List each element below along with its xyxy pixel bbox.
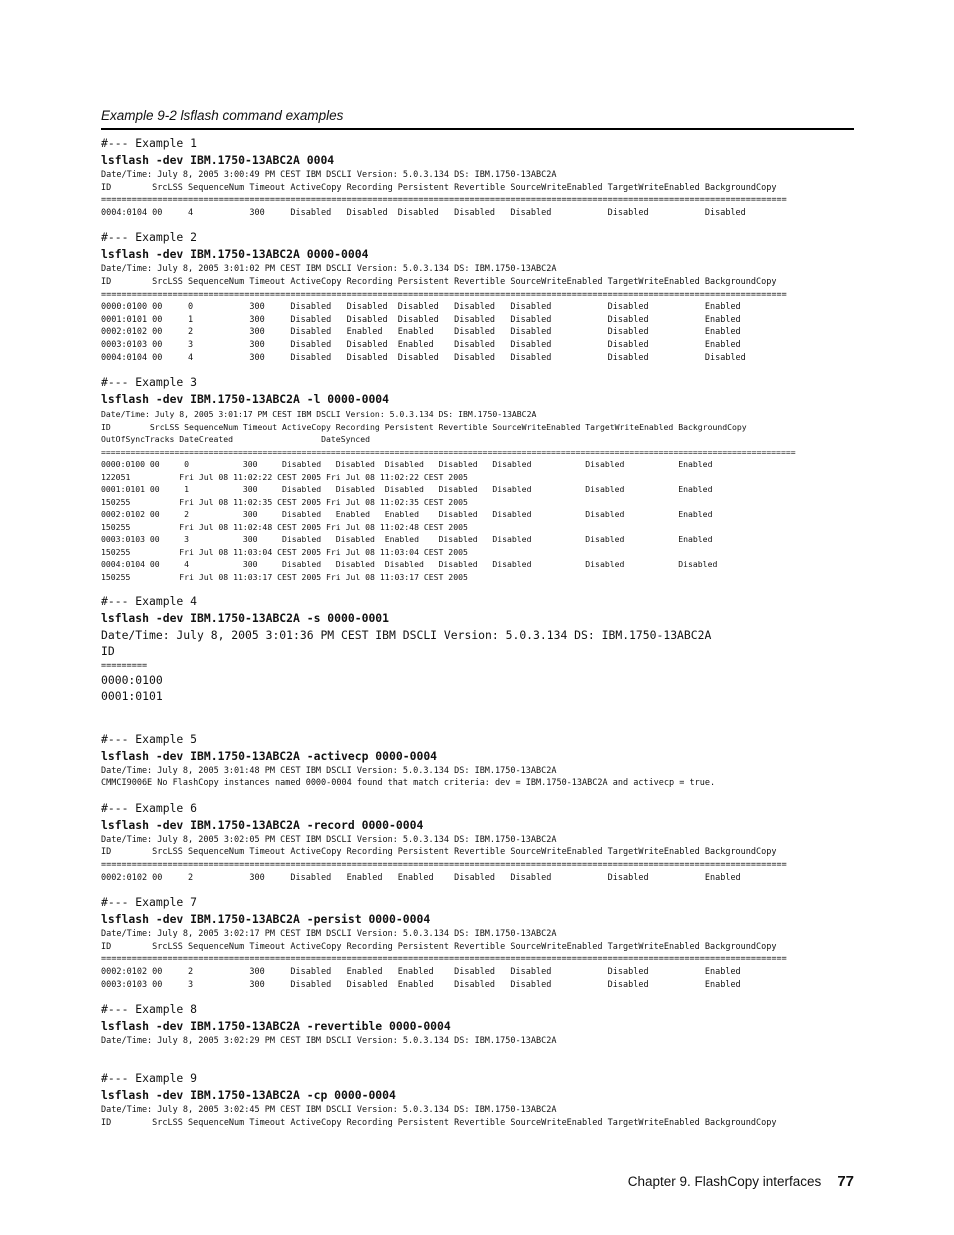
output-line: 150255 Fri Jul 08 11:03:04 CEST 2005 Fri Jul 08 11:03:04 CEST 2005 <box>101 546 468 557</box>
example-1 <box>101 135 854 229</box>
output-line: 0002:0102 00 2 300 Disabled Enabled Enabled Disabled Disabled Disabled Enabled <box>101 967 741 977</box>
spacer <box>101 790 854 800</box>
output-line: ID SrcLSS SequenceNum Timeout ActiveCopy Recording Persistent Revertible SourceWriteEnabled TargetWriteEnabled BackgroundCopy <box>101 276 777 287</box>
example-header: #--- Example 9 <box>101 1071 198 1086</box>
output-line: Date/Time: July 8, 2005 3:01:48 PM CEST IBM DSCLI Version: 5.0.3.134 DS: IBM.1750-13ABC2A <box>101 765 557 776</box>
output-line <box>101 704 854 720</box>
example-8 <box>101 1001 854 1070</box>
output-line <box>101 1048 854 1061</box>
output-line: Date/Time: July 8, 2005 3:00:49 PM CEST IBM DSCLI Version: 5.0.3.134 DS: IBM.1750-13ABC2A <box>101 170 557 180</box>
command-line: lsflash -dev IBM.1750-13ABC2A 0004 <box>101 153 335 167</box>
output-line: Date/Time: July 8, 2005 3:01:02 PM CEST IBM DSCLI Version: 5.0.3.134 DS: IBM.1750-13ABC2A <box>101 264 557 275</box>
example-6 <box>101 800 854 894</box>
output-line: 150255 Fri Jul 08 11:03:17 CEST 2005 Fri Jul 08 11:03:17 CEST 2005 <box>101 571 468 582</box>
output-line: Date/Time: July 8, 2005 3:01:36 PM CEST IBM DSCLI Version: 5.0.3.134 DS: IBM.1750-13ABC2A <box>101 628 712 643</box>
output-line: ========= <box>101 660 148 671</box>
command-line: lsflash -dev IBM.1750-13ABC2A -record 0000-0004 <box>101 817 424 832</box>
output-line: ====================================================================================================================================== <box>101 195 787 206</box>
example-9 <box>101 1070 854 1129</box>
command-line: lsflash -dev IBM.1750-13ABC2A -revertible 0000-0004 <box>101 1019 451 1034</box>
command-examples <box>101 135 854 1130</box>
example-header: #--- Example 2 <box>101 230 198 245</box>
output-line: 0001:0101 00 1 300 Disabled Disabled Disabled Disabled Disabled Disabled Enabled <box>101 484 713 495</box>
chapter-title: Chapter 9. FlashCopy interfaces <box>627 1174 822 1189</box>
output-line: 0000:0100 00 0 300 Disabled Disabled Disabled Disabled Disabled Disabled Enabled <box>101 459 713 470</box>
example-header: #--- Example 4 <box>101 594 198 609</box>
output-line: 0004:0104 00 4 300 Disabled Disabled Disabled Disabled Disabled Disabled Disabled <box>101 559 718 570</box>
output-line: 0001:0101 <box>101 689 163 704</box>
example-header: #--- Example 3 <box>101 375 198 390</box>
output-line: 122051 Fri Jul 08 11:02:22 CEST 2005 Fri Jul 08 11:02:22 CEST 2005 <box>101 471 468 482</box>
example-5 <box>101 731 854 800</box>
output-line: ID SrcLSS SequenceNum Timeout ActiveCopy Recording Persistent Revertible SourceWriteEnabled TargetWriteEnabled BackgroundCopy <box>101 847 777 858</box>
page-number: 77 <box>837 1173 854 1190</box>
example-3 <box>101 374 854 593</box>
command-line: lsflash -dev IBM.1750-13ABC2A -s 0000-0001 <box>101 611 390 626</box>
command-line: lsflash -dev IBM.1750-13ABC2A -cp 0000-0004 <box>101 1088 396 1103</box>
example-4 <box>101 593 854 731</box>
output-line: Date/Time: July 8, 2005 3:02:17 PM CEST IBM DSCLI Version: 5.0.3.134 DS: IBM.1750-13ABC2A <box>101 929 557 940</box>
example-header: #--- Example 7 <box>101 895 198 910</box>
output-line: 0000:0100 <box>101 673 163 688</box>
output-line: ====================================================================================================================================== <box>101 289 787 300</box>
output-line: 0002:0102 00 2 300 Disabled Enabled Enabled Disabled Disabled Disabled Enabled <box>101 327 741 338</box>
output-line: 0002:0102 00 2 300 Disabled Enabled Enabled Disabled Disabled Disabled Enabled <box>101 872 741 883</box>
output-line: 0001:0101 00 1 300 Disabled Disabled Disabled Disabled Disabled Disabled Enabled <box>101 314 741 325</box>
output-line: ID SrcLSS SequenceNum Timeout ActiveCopy Recording Persistent Revertible SourceWriteEnabled TargetWriteEnabled BackgroundCopy <box>101 182 777 193</box>
example-header: #--- Example 8 <box>101 1002 198 1017</box>
output-line: ID SrcLSS SequenceNum Timeout ActiveCopy Recording Persistent Revertible SourceWriteEnabled TargetWriteEnabled BackgroundCopy <box>101 941 777 952</box>
example-7 <box>101 894 854 1001</box>
spacer <box>101 991 854 1001</box>
example-header: #--- Example 1 <box>101 136 198 150</box>
page-footer <box>628 1173 854 1190</box>
output-line: Date/Time: July 8, 2005 3:02:05 PM CEST IBM DSCLI Version: 5.0.3.134 DS: IBM.1750-13ABC2A <box>101 834 557 845</box>
output-line: ID SrcLSS SequenceNum Timeout ActiveCopy Recording Persistent Revertible SourceWriteEnabled TargetWriteEnabled BackgroundCopy <box>101 421 747 432</box>
output-line: CMMCI9006E No FlashCopy instances named 0000-0004 found that match criteria: dev = IBM.1750-13ABC2A and activecp = true. <box>101 778 716 789</box>
example-header: #--- Example 5 <box>101 731 198 746</box>
output-line: ID <box>101 644 115 659</box>
command-line: lsflash -dev IBM.1750-13ABC2A -activecp 0000-0004 <box>101 748 438 763</box>
example-header: #--- Example 6 <box>101 800 198 815</box>
output-line: 150255 Fri Jul 08 11:02:35 CEST 2005 Fri Jul 08 11:02:35 CEST 2005 <box>101 496 468 507</box>
output-line: Date/Time: July 8, 2005 3:01:17 PM CEST IBM DSCLI Version: 5.0.3.134 DS: IBM.1750-13ABC2A <box>101 409 537 420</box>
output-line: 0000:0100 00 0 300 Disabled Disabled Disabled Disabled Disabled Disabled Enabled <box>101 302 741 313</box>
spacer <box>101 583 854 593</box>
output-line: 0004:0104 00 4 300 Disabled Disabled Disabled Disabled Disabled Disabled Disabled <box>101 352 746 363</box>
example-caption: Example 9-2 lsflash command examples <box>101 108 344 123</box>
output-line: 0003:0103 00 3 300 Disabled Disabled Enabled Disabled Disabled Disabled Enabled <box>101 534 713 545</box>
example-2 <box>101 229 854 374</box>
output-line: ID SrcLSS SequenceNum Timeout ActiveCopy Recording Persistent Revertible SourceWriteEnabled TargetWriteEnabled BackgroundCopy <box>101 1117 777 1128</box>
output-line: Date/Time: July 8, 2005 3:02:29 PM CEST IBM DSCLI Version: 5.0.3.134 DS: IBM.1750-13ABC2A <box>101 1036 557 1047</box>
command-line: lsflash -dev IBM.1750-13ABC2A 0000-0004 <box>101 247 369 262</box>
output-line: 0002:0102 00 2 300 Disabled Enabled Enabled Disabled Disabled Disabled Enabled <box>101 509 713 520</box>
caption-rule <box>101 128 854 130</box>
spacer <box>101 1060 854 1070</box>
output-line: 0003:0103 00 3 300 Disabled Disabled Enabled Disabled Disabled Disabled Enabled <box>101 979 741 990</box>
command-line: lsflash -dev IBM.1750-13ABC2A -persist 0000-0004 <box>101 912 431 927</box>
output-line: ============================================================================================================================================== <box>101 446 796 457</box>
command-line: lsflash -dev IBM.1750-13ABC2A -l 0000-0004 <box>101 392 390 407</box>
spacer <box>101 364 854 374</box>
output-line: ====================================================================================================================================== <box>101 860 787 871</box>
output-line: 0004:0104 00 4 300 Disabled Disabled Disabled Disabled Disabled Disabled Disabled <box>101 207 746 218</box>
spacer <box>101 884 854 894</box>
spacer <box>101 219 854 229</box>
output-line: OutOfSyncTracks DateCreated DateSynced <box>101 434 371 445</box>
spacer <box>101 721 854 731</box>
output-line: Date/Time: July 8, 2005 3:02:45 PM CEST IBM DSCLI Version: 5.0.3.134 DS: IBM.1750-13ABC2A <box>101 1105 557 1116</box>
output-line: 150255 Fri Jul 08 11:02:48 CEST 2005 Fri Jul 08 11:02:48 CEST 2005 <box>101 521 468 532</box>
output-line: ====================================================================================================================================== <box>101 954 787 965</box>
output-line: 0003:0103 00 3 300 Disabled Disabled Enabled Disabled Disabled Disabled Enabled <box>101 339 741 350</box>
